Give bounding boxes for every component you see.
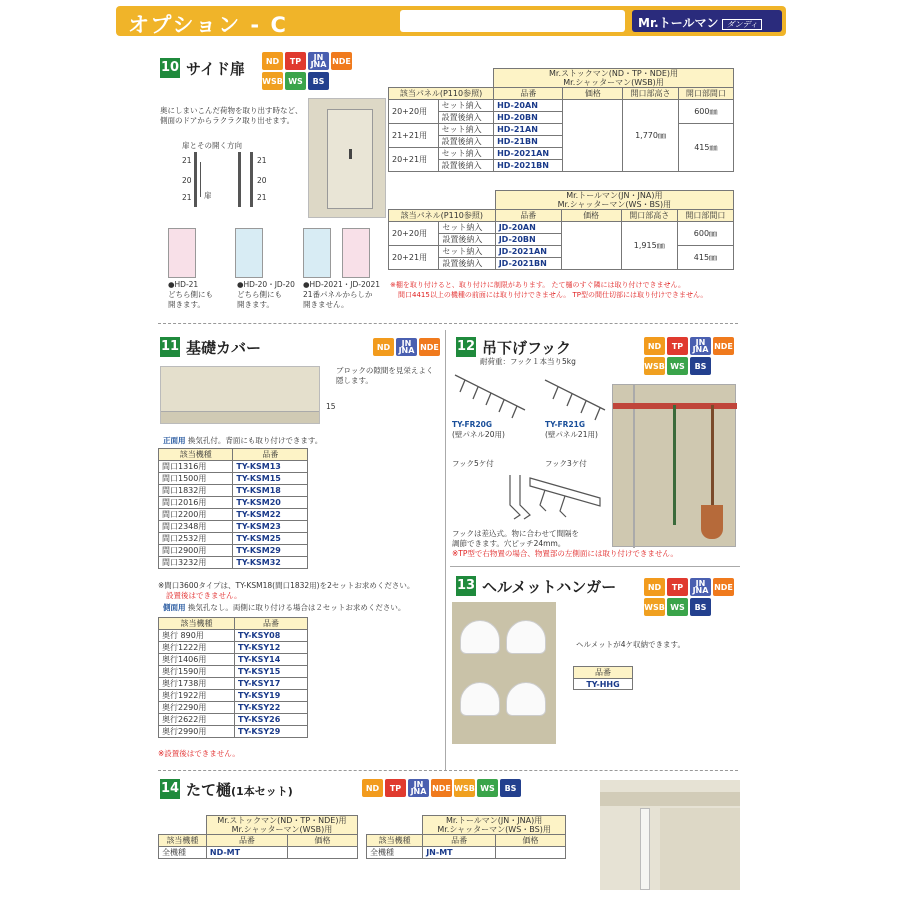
section-14-title: たて樋(1本セット) bbox=[186, 781, 293, 799]
section-14-number: 14 bbox=[160, 779, 180, 799]
table-row: 間口3232用 TY-KSM32 bbox=[159, 557, 308, 569]
jn-badge: JN JNA bbox=[308, 52, 329, 70]
hook-detail-drawings bbox=[490, 470, 610, 525]
door-diagram-1 bbox=[194, 152, 197, 207]
section-11-title: 基礎カバー bbox=[186, 339, 262, 357]
table-row: 奥行1222用 TY-KSY12 bbox=[159, 642, 308, 654]
door-panel-hd21 bbox=[168, 228, 196, 278]
table-row: 奥行1738用 TY-KSY17 bbox=[159, 678, 308, 690]
front-cover-table: 該当機種 品番 間口1316用 TY-KSM13 間口1500用 TY-KSM15 間口1832用 TY-KSM18 間口2016用 TY-KSM20 間口2200用 TY-KSM22 間口2348用 TY-KSM23 間口2532用 TY-KSM25 間口2900用 TY-KSM29 間口3232用 TY-KSM32 bbox=[158, 448, 308, 569]
door-panel-hd20 bbox=[235, 228, 263, 278]
downspout-table-stockman: Mr.ストックマン(ND・TP・NDE)用 Mr.シャッターマン(WSB)用 該当機種 品番 価格 全機種 ND-MT bbox=[158, 815, 358, 859]
table-row: 間口2900用 TY-KSM29 bbox=[159, 545, 308, 557]
table-row: 間口2348用 TY-KSM23 bbox=[159, 521, 308, 533]
section-10-badges: ND TP JN JNA NDE WSB WS BS bbox=[262, 52, 354, 90]
table-row: 奥行2290用 TY-KSY22 bbox=[159, 702, 308, 714]
section-11-badges: ND JN JNA NDE bbox=[373, 338, 443, 356]
side-door-table-stockman: Mr.ストックマン(ND・TP・NDE)用 Mr.シャッターマン(WSB)用 該当パネル(P110参照) 品番 価格 開口部高さ 開口部間口 20+20用 セット納入 HD-20AN 1,770㎜ 600㎜ 設置後納入 HD-20BN 21+21用 セット納入 HD-21AN 415㎜ 設置後納入 HD-21BN 20+21用 セット納入 HD-2021AN 設置後納入 HD-2021BN bbox=[388, 68, 734, 172]
column-divider bbox=[445, 330, 446, 770]
section-11-number: 11 bbox=[160, 337, 180, 357]
table-row: 間口1832用 TY-KSM18 bbox=[159, 485, 308, 497]
section-10-number: 10 bbox=[160, 58, 180, 78]
section-14-badges: ND TP JN JNA NDE WSB WS BS bbox=[362, 779, 522, 797]
foundation-cover-photo bbox=[160, 366, 320, 424]
section-11-description: ブロックの隙間を見栄えよく 隠します。 bbox=[336, 366, 434, 385]
section-13-badges: ND TP JN JNA NDE WSB WS BS bbox=[644, 578, 736, 616]
door-note-1: ●HD-21 どちら側にも 開きます。 bbox=[168, 280, 213, 309]
door-note-2: ●HD-20・JD-20 どちら側にも 開きます。 bbox=[237, 280, 295, 309]
page-title: オプション - C bbox=[128, 13, 288, 37]
downspout-photo bbox=[600, 780, 740, 890]
section-12-badges: ND TP JN JNA NDE WSB WS BS bbox=[644, 337, 736, 375]
hook-rack-drawings bbox=[450, 365, 610, 425]
table-row: 間口2532用 TY-KSM25 bbox=[159, 533, 308, 545]
table-row: 奥行2622用 TY-KSY26 bbox=[159, 714, 308, 726]
side-door-table-tallman: Mr.トールマン(JN・JNA)用 Mr.シャッターマン(WS・BS)用 該当パネル(P110参照) 品番 価格 開口部高さ 開口部間口 20+20用 セット納入 JD-20AN 1,915㎜ 600㎜ 設置後納入 JD-20BN 20+21用 セット納入 JD-2021AN 415㎜ 設置後納入 JD-2021BN bbox=[388, 190, 734, 270]
side-door-warning: ※棚を取り付けると、取り付けに制限があります。 たて樋のすぐ隣には取り付けできません。 間口4415以上の機種の前面には取り付けできません。 TP型の間仕切部には取り付けできません。 bbox=[390, 281, 708, 299]
table-row: 奥行 890用 TY-KSY08 bbox=[159, 630, 308, 642]
table-row: 奥行1590用 TY-KSY15 bbox=[159, 666, 308, 678]
header-blank-box bbox=[400, 10, 625, 32]
hook-usage-photo bbox=[612, 384, 736, 547]
helmet-hanger-photo bbox=[452, 602, 556, 744]
table-row: 間口1500用 TY-KSM15 bbox=[159, 473, 308, 485]
table-row: 間口2016用 TY-KSM20 bbox=[159, 497, 308, 509]
section-12-title: 吊下げフック bbox=[482, 339, 571, 357]
table-row: 奥行2990用 TY-KSY29 bbox=[159, 726, 308, 738]
section-13-number: 13 bbox=[456, 576, 476, 596]
table-row: 奥行1922用 TY-KSY19 bbox=[159, 690, 308, 702]
section-10-title: サイド扉 bbox=[186, 60, 245, 78]
section-10-description: 奥にしまいこんだ荷物を取り出す時など、 側面のドアからラクラク取り出せます。 bbox=[160, 106, 303, 125]
door-diagram-2 bbox=[238, 152, 241, 207]
section-13-title: ヘルメットハンガー bbox=[482, 578, 617, 596]
table-row: 奥行1406用 TY-KSY14 bbox=[159, 654, 308, 666]
helmet-hanger-table: 品番 TY-HHG bbox=[573, 666, 633, 690]
door-note-3: ●HD-2021・JD-2021 21番パネルからしか 開きません。 bbox=[303, 280, 381, 309]
section-12-number: 12 bbox=[456, 337, 476, 357]
brand-logo: Mr.トールマン ダンディ bbox=[632, 10, 782, 32]
door-panel-hd2021-b bbox=[342, 228, 370, 278]
door-panel-hd2021-a bbox=[303, 228, 331, 278]
downspout-table-tallman: Mr.トールマン(JN・JNA)用 Mr.シャッターマン(WS・BS)用 該当機種 品番 価格 全機種 JN-MT bbox=[366, 815, 566, 859]
side-door-photo bbox=[308, 98, 386, 218]
table-row: 間口1316用 TY-KSM13 bbox=[159, 461, 308, 473]
divider bbox=[158, 323, 738, 324]
door-direction-label: 扉とその開く方向 bbox=[182, 141, 242, 150]
side-cover-table: 該当機種 品番 奥行 890用 TY-KSY08 奥行1222用 TY-KSY12 奥行1406用 TY-KSY14 奥行1590用 TY-KSY15 奥行1738用 TY-KSY17 奥行1922用 TY-KSY19 奥行2290用 TY-KSY22 奥行2622用 TY-KSY26 奥行2990用 TY-KSY29 bbox=[158, 617, 308, 738]
table-row: 間口2200用 TY-KSM22 bbox=[159, 509, 308, 521]
